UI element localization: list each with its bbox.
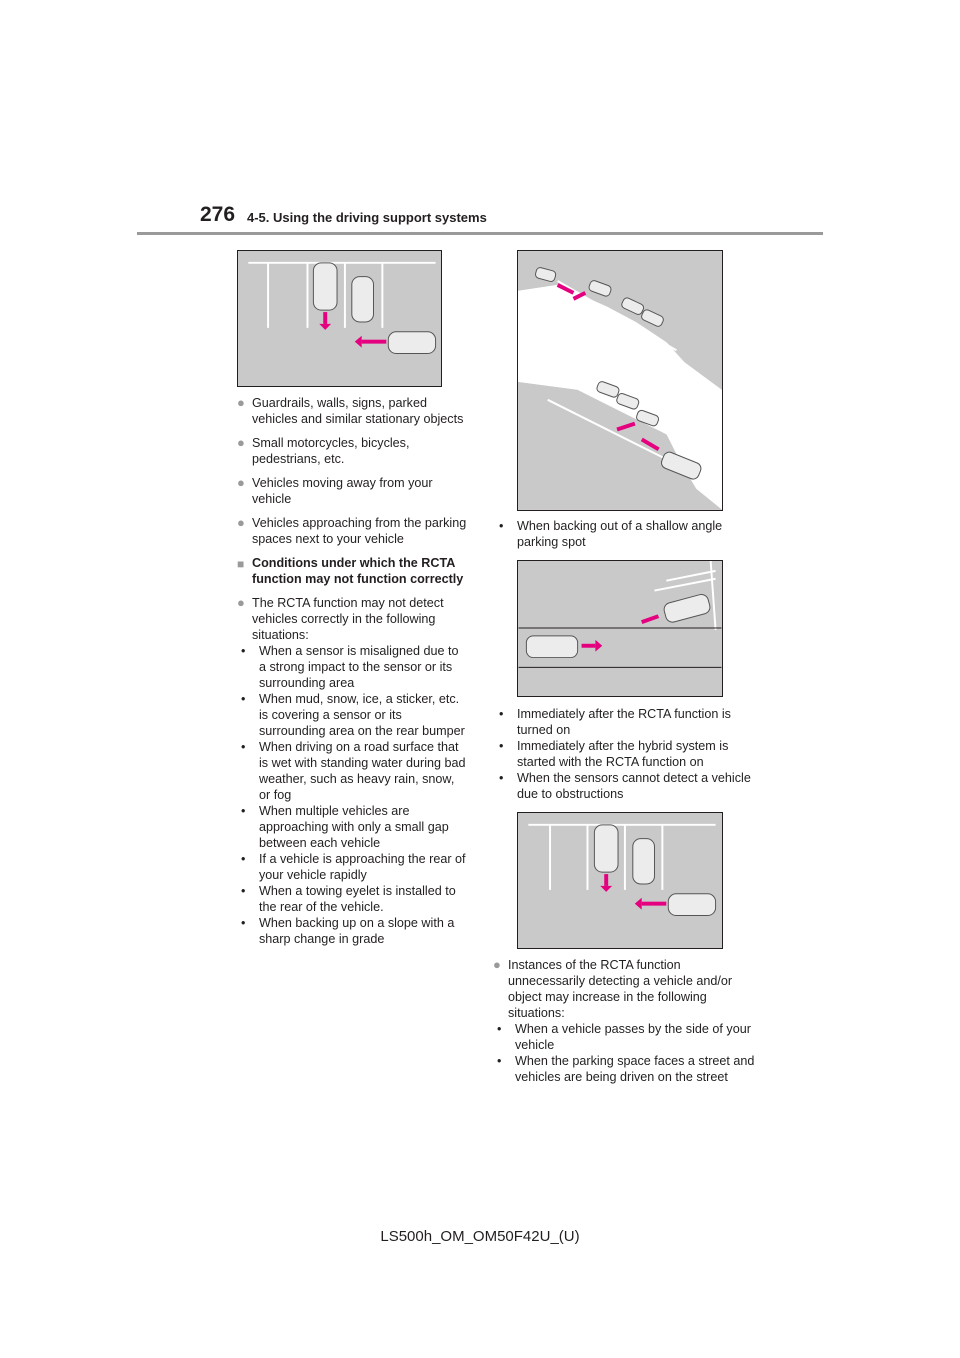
document-id: LS500h_OM_OM50F42U_(U) — [380, 1228, 580, 1245]
bullet-icon: ● — [237, 475, 245, 490]
subheading — [237, 555, 467, 587]
bullet-icon: ● — [237, 515, 245, 530]
dash-icon: • — [497, 1054, 502, 1068]
bullet-item — [237, 475, 467, 507]
bullet-icon: ● — [237, 395, 245, 410]
dash-icon: • — [241, 884, 246, 898]
bullet-text: Small motorcycles, bicycles, pedestrians, etc. — [252, 436, 410, 466]
right-list-2 — [495, 706, 760, 802]
bullet-item — [237, 395, 467, 427]
bullet-text: Vehicles approaching from the parking spaces next to your vehicle — [252, 516, 467, 546]
dash-icon: • — [497, 1022, 502, 1036]
list-item: • When backing out of a shallow angle parking spot — [499, 519, 723, 549]
list-item: • When multiple vehicles are approaching with only a small gap between each vehicle — [241, 804, 449, 850]
figure-parking-lot-bottom — [517, 812, 723, 949]
dash-icon: • — [241, 740, 246, 754]
figure-angle-exit — [517, 560, 723, 697]
parking-lot-illustration — [238, 251, 441, 386]
list-item: • When a sensor is misaligned due to a strong impact to the sensor or its surrounding area — [241, 644, 459, 690]
dash-icon: • — [499, 771, 504, 785]
left-column — [237, 395, 467, 947]
bullet-icon: ● — [237, 595, 245, 610]
list-item: • When the sensors cannot detect a vehicle due to obstructions — [499, 771, 751, 801]
subheading-text: Conditions under which the RCTA function may not function correctly — [252, 556, 464, 586]
bullet-item — [237, 595, 467, 643]
section-title: 4-5. Using the driving support systems — [247, 210, 487, 225]
figure-parking-lot-top — [237, 250, 442, 387]
list-item: • When a vehicle passes by the side of your vehicle — [497, 1022, 751, 1052]
header-rule — [137, 232, 823, 235]
angle-exit-illustration — [518, 561, 722, 696]
dash-icon: • — [241, 804, 246, 818]
bullet-icon: ● — [493, 957, 501, 972]
caption-shallow-angle — [495, 518, 760, 550]
parking-lot-obstruction-illustration — [518, 813, 722, 948]
dash-icon: • — [241, 692, 246, 706]
square-icon: ■ — [237, 557, 245, 571]
list-item: • When driving on a road surface that is wet with standing water during bad weather, such as heavy rain, snow, or fog — [241, 740, 466, 802]
list-item: • When backing up on a slope with a sharp change in grade — [241, 916, 455, 946]
dash-icon: • — [499, 739, 504, 753]
sub-list — [237, 643, 467, 947]
bullet-text: Instances of the RCTA function unnecessarily detecting a vehicle and/or object may increase in the following situations: — [508, 958, 733, 1020]
bullet-text: The RCTA function may not detect vehicles correctly in the following situations: — [252, 596, 444, 642]
bullet-text: Vehicles moving away from your vehicle — [252, 476, 433, 506]
list-item: • Immediately after the hybrid system is started with the RCTA function on — [499, 739, 729, 769]
page-number: 276 — [200, 203, 236, 226]
bullet-text: Guardrails, walls, signs, parked vehicles and similar stationary objects — [252, 396, 464, 426]
shallow-angle-illustration — [518, 251, 722, 510]
list-item: • When a towing eyelet is installed to the rear of the vehicle. — [241, 884, 456, 914]
dash-icon: • — [499, 519, 504, 533]
dash-icon: • — [499, 707, 504, 721]
right-list-3 — [493, 957, 758, 1085]
dash-icon: • — [241, 852, 246, 866]
dash-icon: • — [241, 916, 246, 930]
bullet-item — [237, 515, 467, 547]
list-item: • Immediately after the RCTA function is turned on — [499, 707, 731, 737]
bullet-icon: ● — [237, 435, 245, 450]
list-item: • When mud, snow, ice, a sticker, etc. is covering a sensor or its surrounding area on the rear bumper — [241, 692, 465, 738]
bullet-item — [493, 957, 758, 1021]
list-item: • When the parking space faces a street and vehicles are being driven on the street — [497, 1054, 755, 1084]
dash-icon: • — [241, 644, 246, 658]
list-item: • If a vehicle is approaching the rear of your vehicle rapidly — [241, 852, 466, 882]
bullet-item — [237, 435, 467, 467]
figure-shallow-angle — [517, 250, 723, 511]
